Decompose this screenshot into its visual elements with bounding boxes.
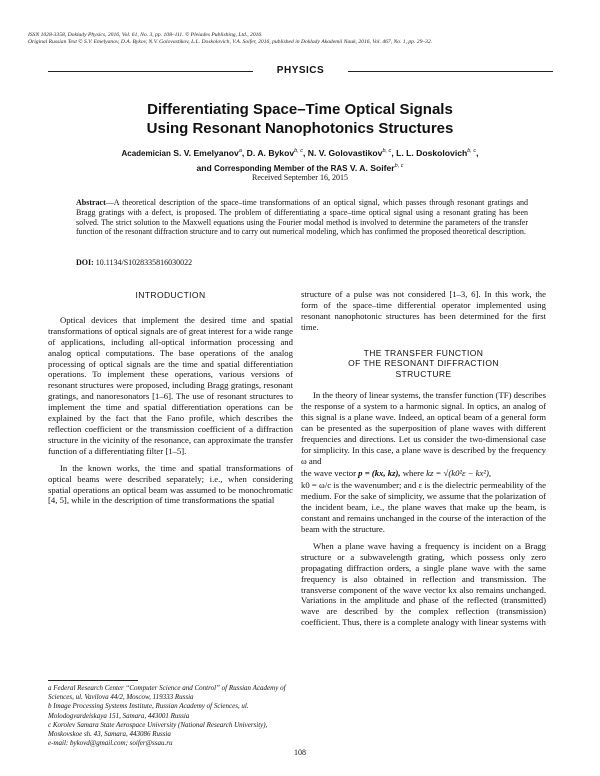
title-line-1: Differentiating Space–Time Optical Signals — [147, 101, 453, 118]
author-rank: Corresponding Member of the RAS — [214, 164, 348, 174]
tf-paragraph-1a: In the theory of linear systems, the transfer function (TF) describes the response of a system to a harmonic signal. In optics, an analog of this signal is a plane wave. Indeed, an optical beam of a general form can be presented as the superposition of plane waves with different frequencies and directions. Let us consider the two-dimensional case for simplicity. In this case, a plane wave is described by the frequency ω and — [301, 390, 546, 466]
tf-eq-vector: p = (kx, kz), — [358, 468, 401, 479]
received-date: Received September 16, 2015 — [252, 173, 348, 182]
intro-paragraph-2: In the known works, the time and spatial transformations of optical beams were described separately; i.e., when considering spatial operations an optical beam was assumed to be monochromatic [4, 5], while in the description of time transformations the spatial — [48, 462, 293, 506]
intro-heading: INTRODUCTION — [135, 290, 206, 300]
affiliation-mark: b, c — [382, 148, 392, 154]
footnote-email: e-mail: bykovd@gmail.com; soifer@ssau.ru — [48, 739, 173, 748]
intro-paragraph-2-cont: structure of a pulse was not considered [1–3, 6]. In this work, the form of the space–time differential operator implemented using resonant nanophotonic structures has been determined for the first time. — [301, 289, 546, 332]
affiliation-mark: b, c — [394, 163, 404, 170]
footnote-rule — [48, 680, 138, 681]
intro-paragraph-1: Optical devices that implement the desired time and spatial transformations of optical signals are of great interest for a wide range of applications, including all-optical information processing and analog optical computations. The base operations of the analog processing of optical signals are the time and spatial differentiation operations. To implement these operations, various versions of resonant structures were proposed, including Bragg gratings, resonant gratings, and nanoresonators [1–6]. The use of resonant structures to implement the time and spatial differentiation operations can be explained by the fact that the Fano profile, which describes the reflection coefficient or the transmission coefficient of a diffraction structure in the vicinity of the resonance, can approximate the transfer function of a differentiating filter [1–5]. — [48, 314, 293, 456]
tf-eq-kz: kz = √(k0²ε − kx²), — [426, 468, 492, 479]
tf-paragraph-2: When a plane wave having a frequency is incident on a Bragg structure or a subwavelength grating, which possess only zero propagating diffraction orders, a single plane wave with the same frequency is also obtained in reflection and transmission. The transverse component of the wave vector kx also remains unchanged. Variations in the amplitude and phase of the reflected (transmitted) wave are described by the complex reflection (transmission) coefficient. Thus, there is a complete analogy with linear systems with — [301, 540, 546, 628]
header-line-2: Original Russian Text © S.V. Emelyanov, D.A. Bykov, N.V. Golovastikov, L.L. Doskolovich, V.A. Soifer, 2016, published in Doklady Akademii Nauk, 2016, Vol. 467, No. 1, pp. 29–32. — [28, 39, 433, 46]
doi-label: DOI: — [76, 258, 94, 267]
footnote-b: b Image Processing Systems Institute, Russian Academy of Sciences, ul. Molodogvardeiskaya 151, Samara, 443001 Russia — [48, 702, 249, 720]
abstract — [76, 198, 528, 237]
author-name: L. L. Doskolovich — [396, 147, 468, 158]
author-name: N. V. Golovastikov — [307, 147, 383, 158]
tf-equation-line — [301, 468, 546, 479]
section-label: PHYSICS — [276, 65, 325, 76]
author-name: V. A. Soifer — [349, 163, 395, 174]
section-rule-right — [348, 71, 553, 72]
author-and: and — [196, 163, 212, 174]
right-column — [301, 289, 546, 628]
abstract-text: —A theoretical description of the space–time transformations of an optical signal, which passes through resonant gratings and Bragg gratings with a defect, is proposed. The problem of differentiating a space–time optical signal using a resonant grating has been solved. The strict solution to the Maxwell equations using the Fourier modal method is involved to determine the parameters of the transfer function of the resonant diffraction structure and to carry out numerical modeling, which has confirmed the proposed theoretical description. — [76, 198, 528, 237]
tf-eq-pre: the wave vector — [301, 468, 356, 479]
tf-heading — [301, 348, 546, 380]
affiliation-mark: a — [238, 148, 242, 154]
doi — [76, 258, 192, 267]
tf-eq-where: where — [402, 468, 424, 479]
author-name: D. A. Bykov — [246, 147, 295, 158]
section-rule-left — [48, 71, 253, 72]
tf-paragraph-1c: k0 = ω/c is the wavenumber; and ε is the dielectric permeability of the medium. For the sake of simplicity, we assume that the polarization of the incident beam, i.e., the plane waves that make up the beam, is constant and remains unchanged in the course of the interaction of the beam with the structure. — [301, 480, 546, 534]
title-line-2: Using Resonant Nanophotonics Structures — [146, 120, 454, 137]
affiliation-mark: b, c — [294, 148, 303, 154]
article-title — [60, 100, 540, 138]
header-line-1: ISSN 1028-3358, Doklady Physics, 2016, Vol. 61, No. 3, pp. 108–111. © Pleiades Publishing, Ltd., 2016. — [28, 32, 263, 38]
author-list: Academician S. V. Emelyanov$^a$, D. A. Bykov$^{b, c}$, N. V. Golovastikov$^{b, c}$, L. L. Doskolovich$^{b, c}$, and Corresponding Member of the RAS V. A. Soifer$^{b, c}$ — [121, 147, 479, 174]
journal-header — [28, 32, 578, 47]
page-number: 108 — [294, 748, 306, 757]
abstract-label: Abstract — [76, 198, 106, 207]
footnote-a: a Federal Research Center “Computer Science and Control” of Russian Academy of Sciences, ul. Vavilova 44/2, Moscow, 119333 Russia — [48, 684, 286, 702]
tf-heading-line-1: THE TRANSFER FUNCTION — [363, 347, 484, 358]
tf-heading-line-3: STRUCTURE — [395, 368, 452, 379]
affiliation-mark: b, c — [467, 148, 477, 154]
section-banner — [48, 64, 553, 78]
left-column — [48, 290, 293, 506]
footnote-c: c Korolev Samara State Aerospace University (National Research University), Moskovskoe sh. 43, Samara, 443086 Russia — [48, 720, 268, 739]
author-rank: Academician — [121, 148, 171, 158]
footnotes — [48, 684, 293, 748]
doi-link[interactable]: 10.1134/S1028335816030022 — [95, 258, 193, 267]
tf-heading-line-2: OF THE RESONANT DIFFRACTION — [348, 358, 499, 369]
author-name: S. V. Emelyanov — [173, 147, 239, 158]
